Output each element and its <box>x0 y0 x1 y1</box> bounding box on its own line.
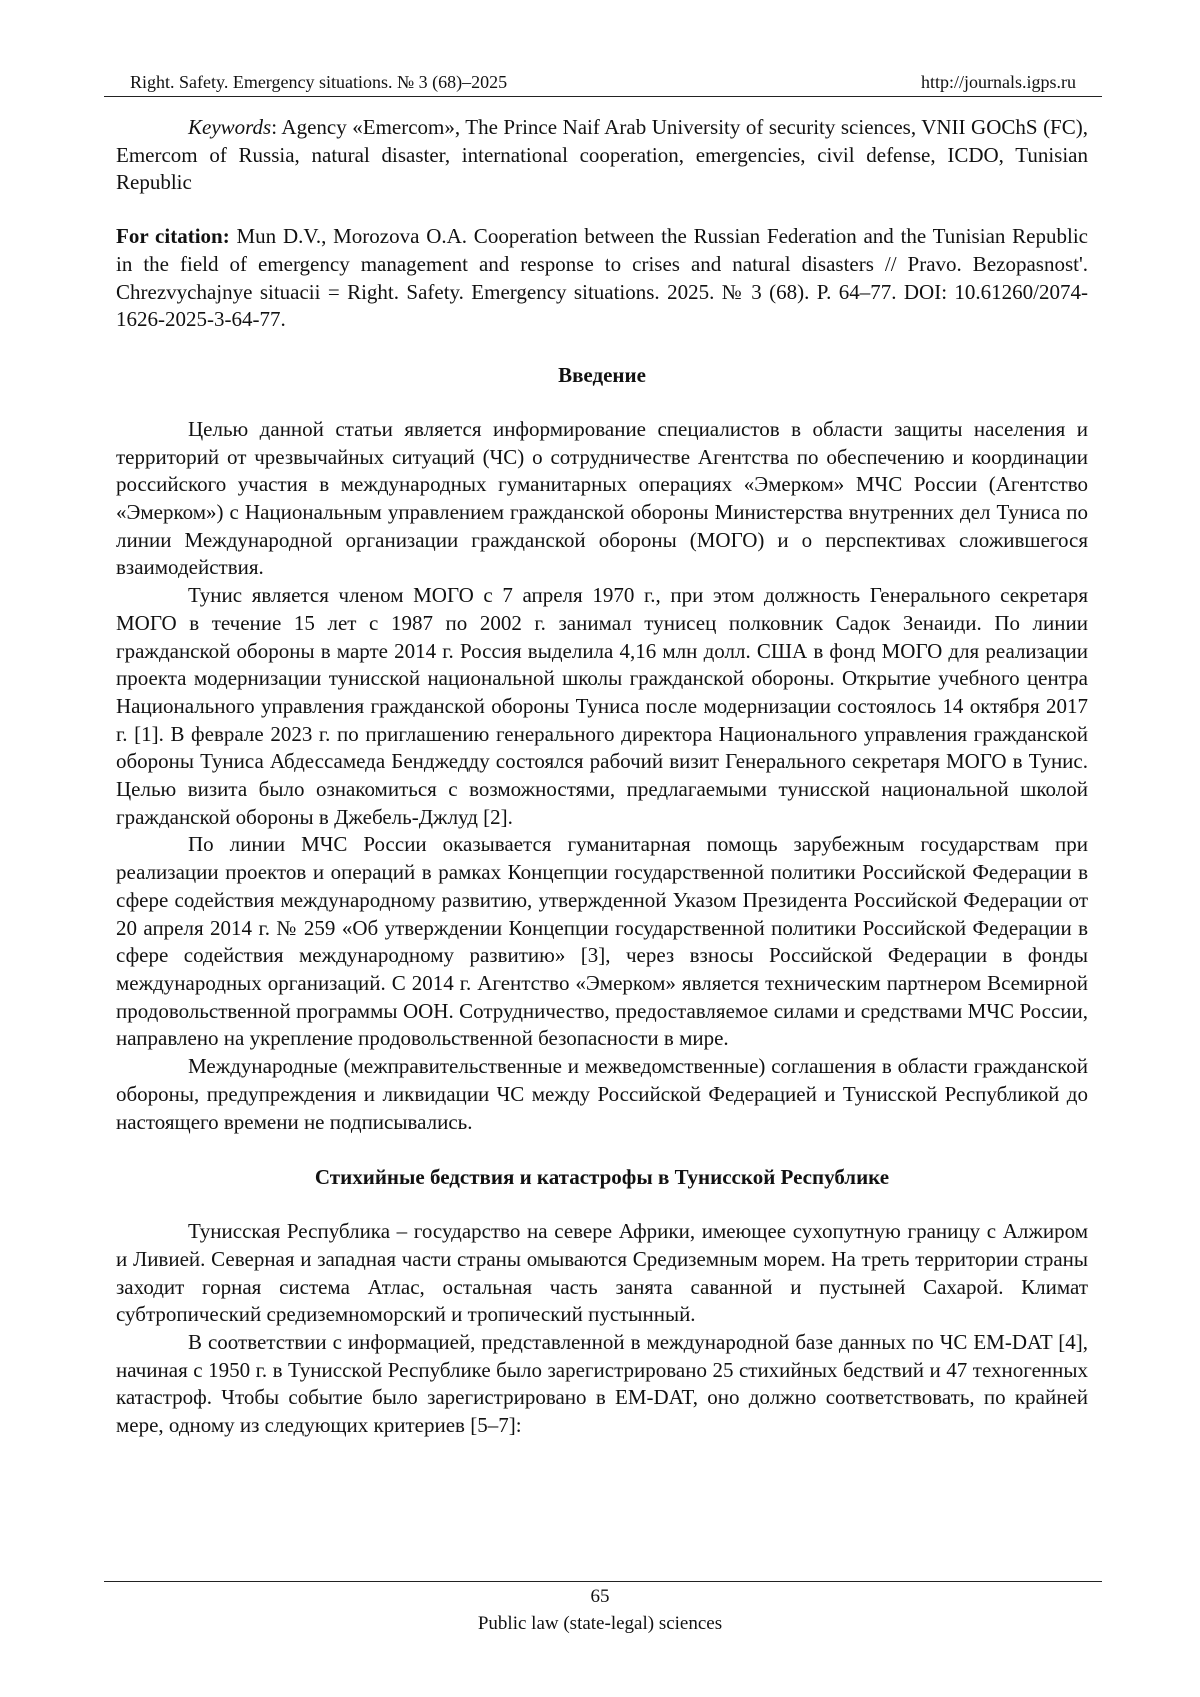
section-heading-disasters: Стихийные бедствия и катастрофы в Тунисской Республике <box>314 1165 890 1190</box>
journal-title: Right. Safety. Emergency situations. № 3 (68)–2025 <box>130 72 508 92</box>
footer-divider <box>104 1581 1102 1582</box>
paragraph: Тунисская Республика – государство на севере Африки, имеющее сухопутную границу с Алжиром и Ливией. Северная и западная части страны омываются Средиземным морем. На треть территории страны заходит горная система Атлас, остальная часть занята саванной и пустыней Сахарой. Климат субтропический средиземноморский и тропический пустынный. <box>116 1219 1088 1327</box>
page-number: 65 <box>590 1586 610 1607</box>
running-header <box>104 70 1102 97</box>
footer-section-name: Public law (state-legal) sciences <box>477 1613 723 1634</box>
section-heading-intro: Введение <box>558 362 646 387</box>
article-body <box>116 114 1088 1440</box>
keywords-text: : Agency «Emercom», The Prince Naif Arab University of security sciences, VNII GOChS (FC), Emercom of Russia, natural disaster, international cooperation, emergencies, civil defense, ICDO, Tunisian Republic <box>116 115 1088 195</box>
paragraph: По линии МЧС России оказывается гуманитарная помощь зарубежным государствам при реализации проектов и операций в рамках Концепции государственной политики Российской Федерации в сфере содействия международному развитию, утвержденной Указом Президента Российской Федерации от 20 апреля 2014 г. № 259 «Об утверждении Концепции государственной политики Российской Федерации в сфере содействия международному развитию» [3], через взносы Российской Федерации в фонды международных организаций. С 2014 г. Агентство «Эмерком» является техническим партнером Всемирной продовольственной программы ООН. Сотрудничество, предоставляемое силами и средствами МЧС России, направлено на укрепление продовольственной безопасности в мире. <box>116 832 1088 1051</box>
journal-url[interactable]: http://journals.igps.ru <box>921 72 1076 92</box>
paragraph: В соответствии с информацией, представленной в международной базе данных по ЧС EM-DAT [4], начиная с 1950 г. в Тунисской Республике было зарегистрировано 25 стихийных бедствий и 47 техногенных катастроф. Чтобы событие было зарегистрировано в EM-DAT, оно должно соответствовать, по крайней мере, одному из следующих критериев [5–7]: <box>116 1330 1088 1438</box>
citation-paragraph <box>116 223 1088 334</box>
paragraph: Целью данной статьи является информирование специалистов в области защиты населения и территорий от чрезвычайных ситуаций (ЧС) о сотрудничестве Агентства по обеспечению и координации российского участия в международных гуманитарных операциях «Эмерком» МЧС России (Агентство «Эмерком») с Национальным управлением гражданской обороны Министерства внутренних дел Туниса по линии Международной организации гражданской обороны (МОГО) и о перспективах сложившегося взаимодействия. <box>116 416 1088 580</box>
keywords-paragraph <box>116 114 1088 197</box>
paragraph: Международные (межправительственные и межведомственные) соглашения в области гражданской обороны, предупреждения и ликвидации ЧС между Российской Федерацией и Тунисской Республикой до настоящего времени не подписывались. <box>116 1054 1088 1134</box>
paragraph: Тунис является членом МОГО с 7 апреля 1970 г., при этом должность Генерального секретаря МОГО в течение 15 лет с 1987 по 2002 г. занимал тунисец полковник Садок Зенаиди. По линии гражданской обороны в марте 2014 г. Россия выделила 4,16 млн долл. США в фонд МОГО для реализации проекта модернизации тунисской национальной школы гражданской обороны. Открытие учебного центра Национального управления гражданской обороны Туниса после модернизации состоялось 14 октября 2017 г. [1]. В феврале 2023 г. по приглашению генерального директора Национального управления гражданской обороны Туниса Абдессамеда Бенджедду состоялся рабочий визит Генерального секретаря МОГО в Тунис. Целью визита было ознакомиться с возможностями, предлагаемыми тунисской национальной школой гражданской обороны в Джебель-Джлуд [2]. <box>116 583 1088 829</box>
citation-label: For citation: <box>116 224 230 249</box>
keywords-label: Keywords <box>188 115 272 139</box>
citation-text: Mun D.V., Morozova O.A. Cooperation between the Russian Federation and the Tunisian Republic in the field of emergency management and response to crises and natural disasters // Pravo. Bezopasnost'. Chrezvychajnye situacii = Right. Safety. Emergency situations. 2025. № 3 (68). P. 64–77. DOI: 10.61260/2074-1626-2025-3-64-77. <box>116 224 1088 332</box>
